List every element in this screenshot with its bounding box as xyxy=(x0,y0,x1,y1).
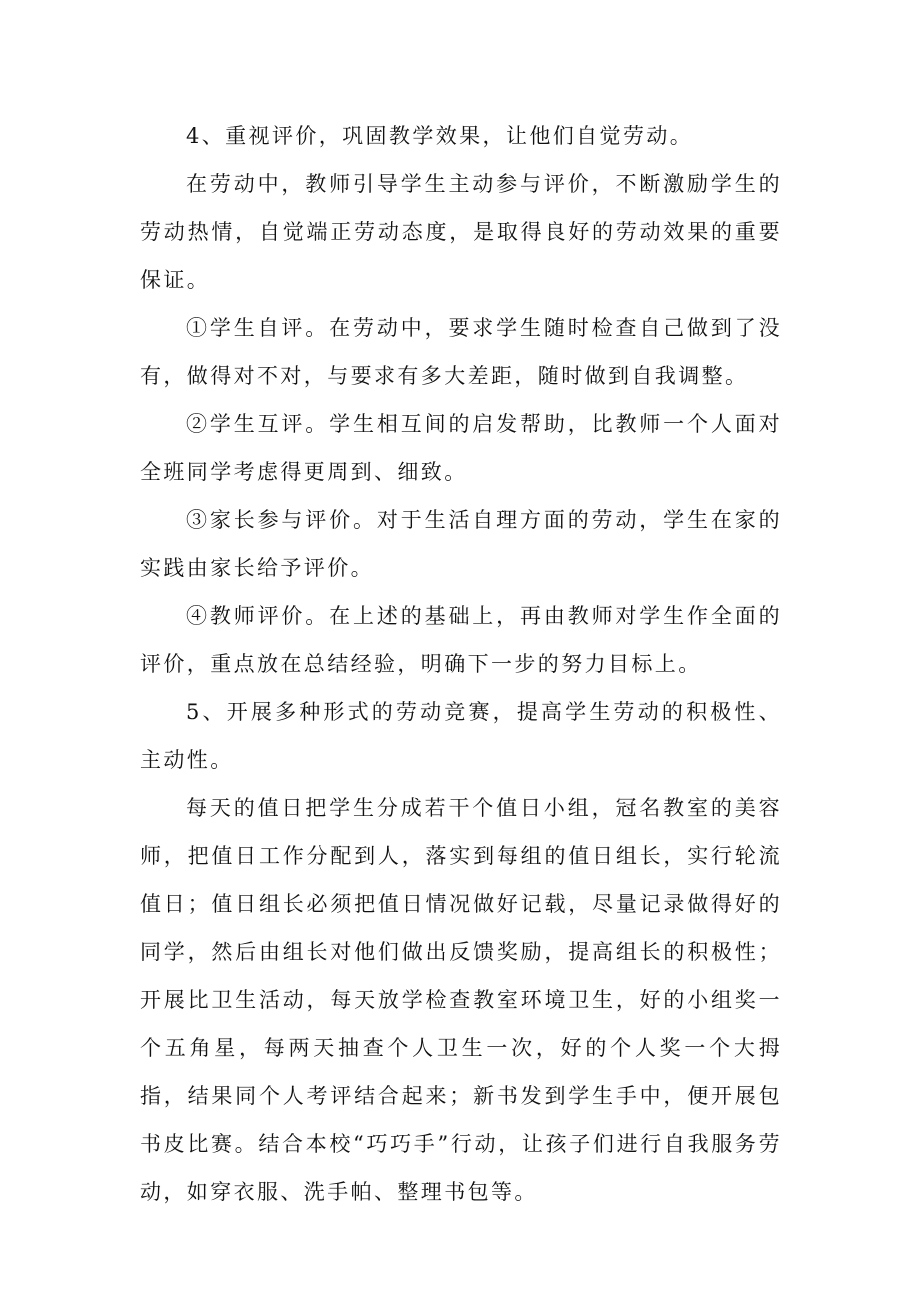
paragraph-duty-competition: 每天的值日把学生分成若干个值日小组，冠名教室的美容师，把值日工作分配到人，落实到每组的值日组长，实行轮流值日；值日组长必须把值日情况做好记载，尽量记录做得好的同学，然后由组长对他们做出反馈奖励，提高组长的积极性；开展比卫生活动，每天放学检查教室环境卫生，好的小组奖一个五角星，每两天抽查个人卫生一次，好的个人奖一个大拇指，结果同个人考评结合起来；新书发到学生手中，便开展包书皮比赛。结合本校“巧巧手”行动，让孩子们进行自我服务劳动，如穿衣服、洗手帕、整理书包等。 xyxy=(140,796,782,1204)
document-body xyxy=(140,112,782,1216)
list-item-parent-evaluation: ③家长参与评价。对于生活自理方面的劳动，学生在家的实践由家长给予评价。 xyxy=(140,508,782,580)
list-item-peer-evaluation: ②学生互评。学生相互间的启发帮助，比教师一个人面对全班同学考虑得更周到、细致。 xyxy=(140,412,782,484)
list-item-teacher-evaluation: ④教师评价。在上述的基础上，再由教师对学生作全面的评价，重点放在总结经验，明确下一步的努力目标上。 xyxy=(140,604,782,676)
paragraph-evaluation-intro: 在劳动中，教师引导学生主动参与评价，不断激励学生的劳动热情，自觉端正劳动态度，是取得良好的劳动效果的重要保证。 xyxy=(140,172,782,292)
section-heading-5: 5、开展多种形式的劳动竞赛，提高学生劳动的积极性、主动性。 xyxy=(140,700,782,772)
list-item-self-evaluation: ①学生自评。在劳动中，要求学生随时检查自己做到了没有，做得对不对，与要求有多大差距，随时做到自我调整。 xyxy=(140,316,782,388)
section-heading-4: 4、重视评价，巩固教学效果，让他们自觉劳动。 xyxy=(186,124,694,148)
